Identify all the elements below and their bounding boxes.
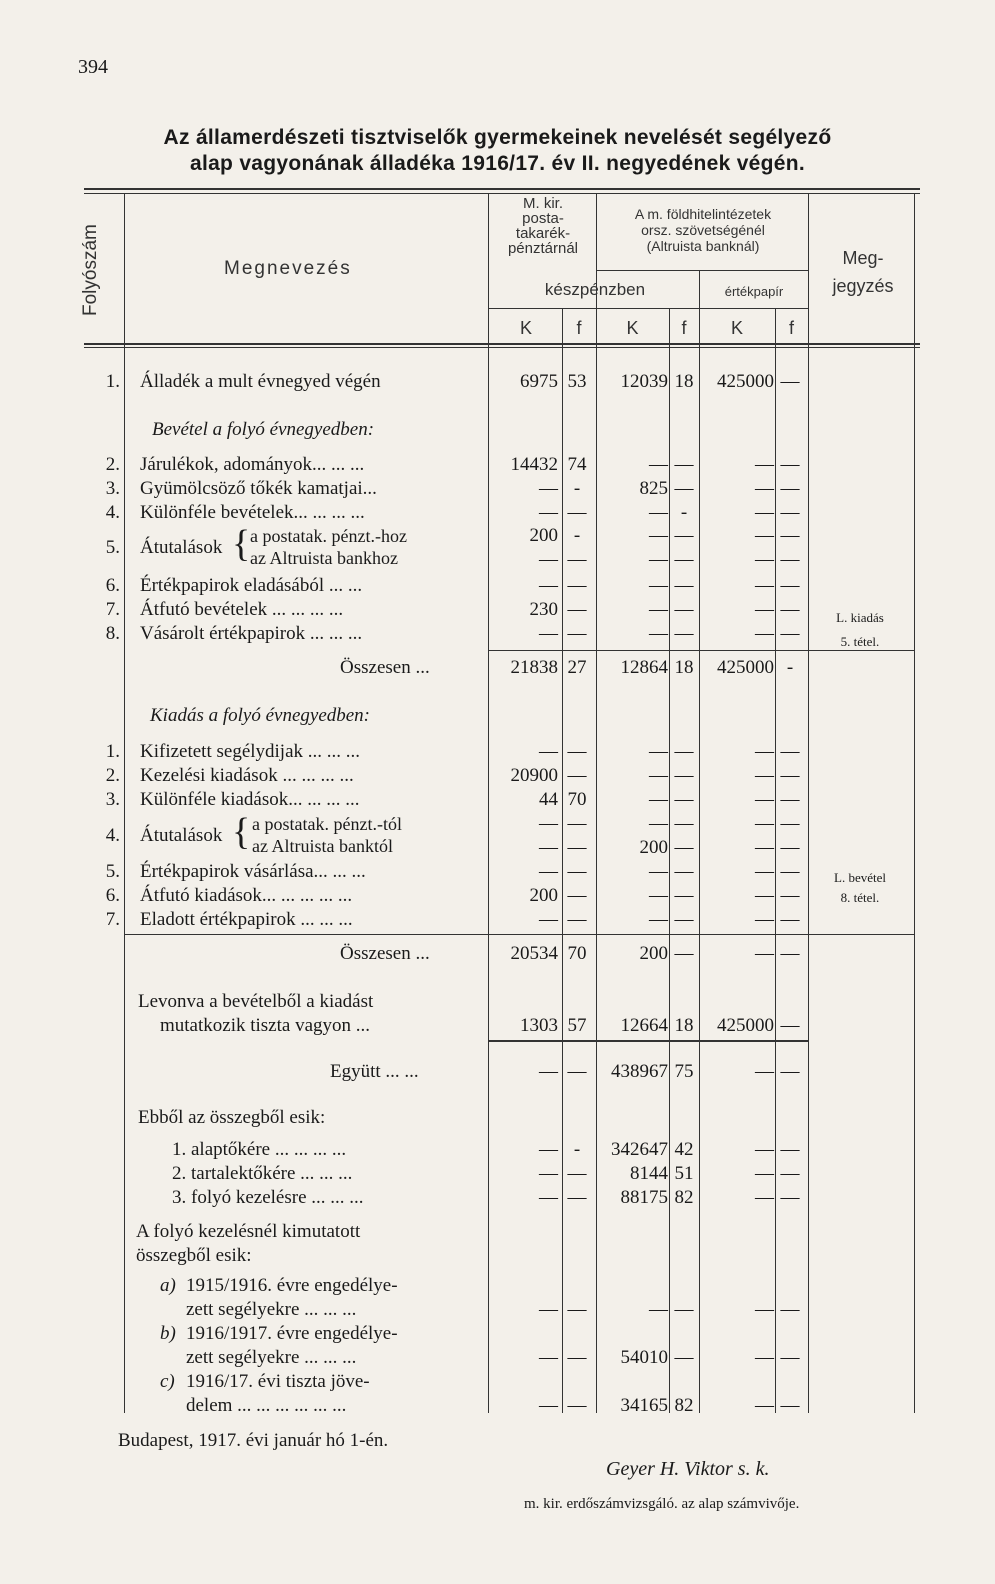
transfer-sub-1: a postatak. pénzt.-hoz [250,526,407,546]
cell-postatak-f: 70 [567,943,587,964]
header-folyoszam: Folyószám [80,224,101,316]
row-number: 2. [105,765,120,786]
cell-ertekpapir-f: — [780,525,800,546]
subtotal-rule-1 [488,650,914,651]
cell-postatak-f: — [567,599,587,620]
header-col2 [598,206,808,254]
table-row-together [0,1060,995,1084]
header-ertekpapir: értékpapír [724,284,784,299]
cell-altruista-k: — [649,789,668,810]
header-k-2: K [626,318,639,338]
cell-altruista-k: — [649,599,668,620]
row-number: 1. [105,741,120,762]
cell-postatak-f: — [567,1299,587,1320]
row-label: Levonva a bevételből a kiadást [138,991,374,1012]
row-label: Vásárolt értékpapirok ... ... ... [140,623,363,644]
heading-text: A folyó kezelésnél kimutatott [136,1221,361,1242]
cell-ertekpapir-k: — [755,575,774,596]
place-date: Budapest, 1917. évi január hó 1-én. [118,1430,389,1451]
cell-postatak-f: — [567,813,587,834]
item-mark: b) [160,1323,176,1344]
heading-text: összegből esik: [136,1245,252,1266]
row-number: 6. [105,575,120,596]
row-label: Különféle bevételek... ... ... ... [140,502,365,523]
cell-altruista-f: — [674,1299,694,1320]
row-label: mutatkozik tiszta vagyon ... [160,1015,371,1036]
table-row [0,1186,995,1210]
header-col2-rule [596,270,808,271]
cell-ertekpapir-k: — [755,837,774,858]
cell-altruista-k: — [649,502,668,523]
row-label: Értékpapirok eladásából ... ... [140,575,363,596]
cell-altruista-k: 88175 [620,1187,668,1208]
table-row [0,1298,995,1322]
cell-ertekpapir-f: — [780,1015,800,1036]
row-label: delem ... ... ... ... ... ... [186,1395,347,1416]
cell-ertekpapir-f: - [786,657,794,678]
cell-ertekpapir-k: — [755,478,774,499]
row-label: 1915/1916. évre engedélye- [186,1275,398,1296]
row-label: Átutalások [140,825,223,846]
row-number: 7. [105,599,120,620]
cell-altruista-k: — [649,885,668,906]
cell-ertekpapir-k: 425000 [717,371,774,392]
row-label: 1916/1917. évre engedélye- [186,1323,398,1344]
cell-ertekpapir-k: — [755,789,774,810]
table-row [0,860,995,884]
row-number: 8. [105,623,120,644]
cell-ertekpapir-f: — [780,765,800,786]
section-heading-bevetel [0,418,995,442]
cell-postatak-k: 6975 [520,371,558,392]
cell-postatak-k: — [539,1299,558,1320]
section-heading-ebbol [0,1106,995,1130]
cell-altruista-f: — [674,765,694,786]
cell-ertekpapir-f: — [780,575,800,596]
cell-altruista-f: — [674,813,694,834]
cell-altruista-f: — [674,525,694,546]
row-label: Értékpapirok vásárlása... ... ... [140,861,366,882]
row-number: 4. [105,825,120,846]
cell-altruista-f: 42 [674,1139,694,1160]
row-label: 1. alaptőkére ... ... ... ... [172,1139,347,1160]
transfer-sub-2: az Altruista banktól [252,836,393,856]
cell-altruista-f: — [674,478,694,499]
row-label: Kifizetett segélydijak ... ... ... [140,741,361,762]
cell-postatak-k: — [539,741,558,762]
cell-ertekpapir-k: — [755,1163,774,1184]
cell-altruista-k: — [649,861,668,882]
cell-postatak-k: — [539,1347,558,1368]
table-row [0,598,995,625]
row-label: Átfutó kiadások... ... ... ... ... [140,885,353,906]
cell-altruista-f: — [674,599,694,620]
cell-altruista-f: — [674,885,694,906]
cell-postatak-f: — [567,1347,587,1368]
cell-ertekpapir-f: — [780,1347,800,1368]
table-row-total-expense [0,942,995,966]
page-number: 394 [78,56,108,78]
cell-altruista-f: — [674,549,694,570]
cell-postatak-k: 14432 [510,454,558,475]
subtotal-rule-2 [124,934,914,935]
cell-ertekpapir-k: — [755,885,774,906]
cell-ertekpapir-k: — [755,1139,774,1160]
header-megjegyzes-line2: jegyzés [832,276,894,296]
cell-postatak-k: — [539,1395,558,1416]
cell-ertekpapir-k: — [755,549,774,570]
cell-altruista-f: 82 [674,1187,694,1208]
note-text: 8. tétel. [840,890,880,905]
cell-postatak-k: — [539,1163,558,1184]
title-line-1: Az államerdészeti tisztviselők gyermekeinek nevelését segélyező [163,126,832,149]
row-label: Különféle kiadások... ... ... ... [140,789,360,810]
header-col1 [490,196,596,256]
table-row-transfer-out [0,812,995,860]
brace-glyph: { [232,523,251,565]
header-col1-line3: takarék- [515,225,571,242]
cell-ertekpapir-k: — [755,454,774,475]
cell-ertekpapir-f: — [780,909,800,930]
header-bottom-rule [84,343,920,345]
levonva-rule [488,1040,808,1042]
header-megjegyzes-line1: Meg- [842,248,884,268]
table-row [0,501,995,525]
header-col1-line2: posta- [522,210,564,227]
title-line-2: alap vagyonának álladéka 1916/17. év II. negyedének végén. [189,152,806,175]
cell-ertekpapir-k: — [755,861,774,882]
heading-text: Bevétel a folyó évnegyedben: [152,419,375,440]
cell-postatak-k: 1303 [520,1015,558,1036]
cell-ertekpapir-f: — [780,371,800,392]
row-label: Járulékok, adományok... ... ... [140,454,365,475]
row-label: Összesen ... [340,657,430,678]
row-label: Kezelési kiadások ... ... ... ... [140,765,354,786]
cell-ertekpapir-k: — [755,909,774,930]
brace-glyph: { [232,811,251,853]
cell-ertekpapir-k: — [755,741,774,762]
note-text: L. kiadás [836,610,884,625]
header-col2-line1: A m. földhitelintézetek [634,206,772,222]
section-heading-folyo-2 [0,1244,995,1268]
cell-postatak-f: — [567,1061,587,1082]
cell-ertekpapir-f: — [780,1299,800,1320]
header-col2-line2: orsz. szövetségénél [641,222,765,238]
cell-ertekpapir-k: — [755,1347,774,1368]
table-row-net-assets [0,1014,995,1038]
cell-altruista-k: 8144 [630,1163,668,1184]
cell-ertekpapir-f: — [780,1163,800,1184]
section-heading-kiadas [0,704,995,728]
table-row [0,1346,995,1370]
cell-postatak-f: — [567,502,587,523]
cell-altruista-f: — [674,575,694,596]
cell-postatak-f: — [567,623,587,644]
cell-postatak-k: 21838 [510,657,558,678]
cell-altruista-f: — [674,623,694,644]
cell-postatak-f: — [567,909,587,930]
row-label: Álladék a mult évnegyed végén [140,371,381,392]
table-row [0,370,995,394]
cell-postatak-f: — [567,885,587,906]
cell-postatak-k: — [539,549,558,570]
cell-postatak-f: — [567,1187,587,1208]
cell-altruista-f: — [674,861,694,882]
cell-altruista-k: 54010 [620,1347,668,1368]
cell-ertekpapir-f: — [780,549,800,570]
table-row [0,884,995,908]
row-label: Átfutó bevételek ... ... ... ... [140,599,344,620]
cell-postatak-f: 57 [567,1015,587,1036]
cell-altruista-k: 200 [639,837,668,858]
cell-postatak-f: — [567,837,587,858]
row-number: 4. [105,502,120,523]
cell-altruista-f: - [680,502,688,523]
table-row [0,622,995,649]
row-label: 2. tartalektőkére ... ... ... [172,1163,353,1184]
cell-ertekpapir-f: — [780,741,800,762]
cell-ertekpapir-k: — [755,1395,774,1416]
signatory-title: m. kir. erdőszámvizsgáló. az alap számvivője. [524,1496,800,1512]
cell-ertekpapir-k: — [755,1061,774,1082]
row-number: 3. [105,789,120,810]
row-number: 7. [105,909,120,930]
cell-altruista-f: — [674,837,694,858]
cell-ertekpapir-k: — [755,1299,774,1320]
cell-altruista-f: — [674,454,694,475]
cell-ertekpapir-f: — [780,1139,800,1160]
cell-postatak-k: — [539,1187,558,1208]
cell-postatak-k: — [539,1139,558,1160]
header-col1-line1: M. kir. [523,195,563,212]
table-row-transfer-in [0,524,995,572]
cell-postatak-k: 230 [529,599,558,620]
cell-altruista-f: 51 [674,1163,694,1184]
cell-postatak-f: 74 [567,454,587,475]
table-top-rule-2 [84,193,920,194]
cell-ertekpapir-f: — [780,599,800,620]
cell-ertekpapir-k: 425000 [717,1015,774,1036]
cell-postatak-f: - [573,525,581,546]
cell-postatak-f: - [573,1139,581,1160]
header-col2-line3: (Altruista banknál) [646,238,760,254]
cell-altruista-k: — [649,741,668,762]
table-row [0,1394,995,1418]
cell-altruista-k: 342647 [611,1139,668,1160]
transfer-sub-1: a postatak. pénzt.-tól [252,814,402,834]
row-label: Gyümölcsöző tőkék kamatjai... [140,478,377,499]
cell-ertekpapir-k: — [755,502,774,523]
cell-postatak-f: 70 [567,789,587,810]
cell-altruista-k: 12664 [620,1015,668,1036]
cell-postatak-f: — [567,1395,587,1416]
cell-altruista-k: — [649,1299,668,1320]
cell-altruista-k: — [649,813,668,834]
heading-text: Ebből az összegből esik: [138,1107,326,1128]
cell-ertekpapir-f: — [780,943,800,964]
cell-altruista-k: — [649,549,668,570]
cell-ertekpapir-k: — [755,623,774,644]
table-row-b-line1 [0,1322,995,1346]
header-f-2: f [681,318,687,338]
cell-postatak-k: 44 [539,789,558,810]
cell-ertekpapir-f: — [780,837,800,858]
cell-altruista-k: 200 [639,943,668,964]
table-row [0,740,995,764]
cell-altruista-k: — [649,765,668,786]
row-number: 3. [105,478,120,499]
row-label: Átutalások [140,537,223,558]
cell-postatak-f: — [567,765,587,786]
header-col1-line4: pénztárnál [507,240,579,257]
row-label: zett segélyekre ... ... ... [186,1347,357,1368]
cell-ertekpapir-f: — [780,1395,800,1416]
table-row [0,477,995,501]
row-label: Eladott értékpapirok ... ... ... [140,909,353,930]
cell-postatak-k: — [539,478,558,499]
row-number: 2. [105,454,120,475]
table-row-total-revenue [0,656,995,680]
cell-postatak-k: 20534 [510,943,558,964]
header-bottom-rule-2 [84,347,920,348]
cell-postatak-k: — [539,861,558,882]
cell-altruista-f: 18 [674,657,694,678]
cell-altruista-k: 438967 [611,1061,668,1082]
table-row [0,1138,995,1162]
table-row-a-line1 [0,1274,995,1298]
cell-altruista-k: 12039 [620,371,668,392]
cell-postatak-k: 20900 [510,765,558,786]
header-f-3: f [788,318,794,338]
row-number: 5. [105,537,120,558]
cell-ertekpapir-f: — [780,1061,800,1082]
cell-ertekpapir-k: — [755,1187,774,1208]
cell-ertekpapir-f: — [780,502,800,523]
cell-altruista-k: — [649,909,668,930]
cell-postatak-k: — [539,909,558,930]
cell-postatak-k: — [539,837,558,858]
cell-postatak-k: — [539,623,558,644]
cell-postatak-k: 200 [529,525,558,546]
table-row [0,453,995,477]
header-f-1: f [576,318,582,338]
row-label: Együtt ... ... [330,1061,419,1082]
cell-ertekpapir-f: — [780,861,800,882]
levonva-line-1 [0,990,995,1014]
header-megjegyzes [812,244,914,300]
cell-ertekpapir-f: — [780,813,800,834]
row-label: 3. folyó kezelésre ... ... ... [172,1187,364,1208]
cell-postatak-f: 27 [567,657,587,678]
header-megnevezes: Megnevezés [224,258,352,279]
cell-postatak-f: — [567,1163,587,1184]
transfer-sub-2: az Altruista bankhoz [250,548,398,568]
table-row [0,1162,995,1186]
cell-ertekpapir-k: — [755,525,774,546]
section-heading-folyo [0,1220,995,1244]
cell-ertekpapir-f: — [780,885,800,906]
cell-altruista-f: 75 [674,1061,694,1082]
cell-ertekpapir-k: — [755,599,774,620]
cell-altruista-k: — [649,454,668,475]
cell-ertekpapir-k: — [755,765,774,786]
row-number: 1. [105,371,120,392]
cell-ertekpapir-f: — [780,454,800,475]
table-row [0,574,995,598]
item-mark: c) [160,1371,175,1392]
cell-postatak-k: — [539,1061,558,1082]
row-number: 6. [105,885,120,906]
cell-altruista-f: — [674,943,694,964]
cell-altruista-f: 18 [674,1015,694,1036]
table-row [0,764,995,788]
cell-altruista-k: 825 [639,478,668,499]
signature: Geyer H. Viktor s. k. [606,1458,770,1480]
cell-postatak-f: 53 [567,371,587,392]
header-k-1: K [519,318,532,338]
table-row [0,908,995,932]
note-text: L. bevétel [834,870,886,885]
cell-postatak-k: — [539,502,558,523]
cell-ertekpapir-f: — [780,478,800,499]
cell-altruista-k: — [649,575,668,596]
cell-altruista-f: 18 [674,371,694,392]
cell-altruista-f: — [674,741,694,762]
cell-postatak-k: 200 [529,885,558,906]
cell-postatak-f: - [573,478,581,499]
cell-ertekpapir-f: — [780,789,800,810]
row-label: Összesen ... [340,943,430,964]
cell-ertekpapir-k: — [755,943,774,964]
cell-altruista-f: 82 [674,1395,694,1416]
header-k-3: K [730,318,743,338]
table-row-c-line1 [0,1370,995,1394]
header-keszpenzben: készpénzben [544,280,646,299]
cell-ertekpapir-f: — [780,1187,800,1208]
cell-altruista-k: 12864 [620,657,668,678]
cell-altruista-k: — [649,623,668,644]
table-top-rule [84,188,920,190]
table-row [0,788,995,812]
cell-postatak-f: — [567,741,587,762]
row-label: zett segélyekre ... ... ... [186,1299,357,1320]
cell-ertekpapir-f: — [780,623,800,644]
cell-altruista-k: — [649,525,668,546]
cell-postatak-f: — [567,575,587,596]
heading-text: Kiadás a folyó évnegyedben: [150,705,371,726]
cell-postatak-k: — [539,575,558,596]
row-number: 5. [105,861,120,882]
item-mark: a) [160,1275,176,1296]
cell-postatak-f: — [567,549,587,570]
note-text: 5. tétel. [840,634,880,649]
cell-altruista-f: — [674,909,694,930]
cell-postatak-f: — [567,861,587,882]
cell-ertekpapir-k: — [755,813,774,834]
row-label: 1916/17. évi tiszta jöve- [186,1371,370,1392]
cell-altruista-k: 34165 [620,1395,668,1416]
cell-postatak-k: — [539,813,558,834]
header-k-f-rule [488,308,808,309]
cell-altruista-f: — [674,789,694,810]
cell-altruista-f: — [674,1347,694,1368]
cell-ertekpapir-k: 425000 [717,657,774,678]
